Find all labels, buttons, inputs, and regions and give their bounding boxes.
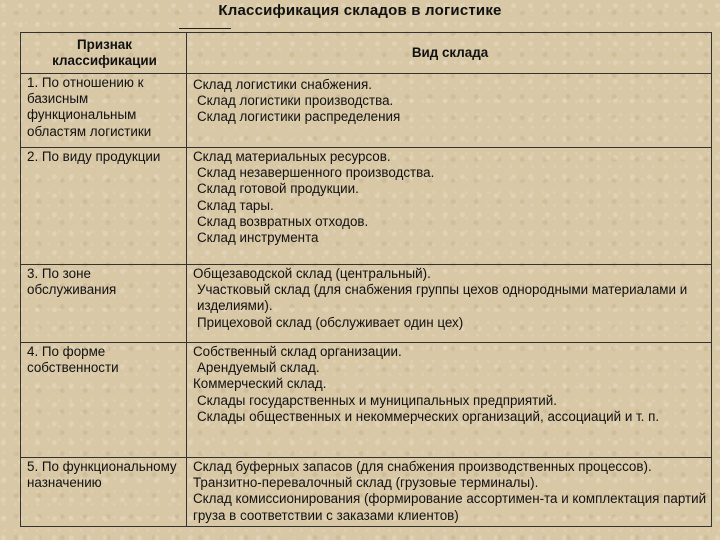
table-row [21, 458, 712, 527]
list-item: Склад буферных запасов (для снабжения производственных процессов). [193, 459, 652, 474]
feature-text: 4. По форме собственности [27, 344, 119, 376]
list-item: Арендуемый склад. [197, 360, 320, 376]
types-cell [187, 343, 712, 458]
list-item: Склад комиссионирования (формирование ассортимен-та и комплектация партий груза в соответствии с заказами клиентов) [193, 491, 707, 523]
list-item: Общезаводской склад (центральный). [193, 266, 431, 281]
list-item: Склад логистики распределения [197, 109, 401, 125]
table-row [21, 343, 712, 458]
classification-table [20, 32, 712, 527]
types-cell [187, 74, 712, 148]
feature-text: 3. По зоне обслуживания [27, 266, 117, 298]
feature-cell [21, 343, 187, 458]
types-cell [187, 265, 712, 343]
feature-text: 1. По отношению к базисным функциональным областям логистики [27, 75, 152, 139]
table-row [21, 265, 712, 343]
list-item: Склад инструмента [197, 230, 319, 246]
list-item: Склады общественных и некоммерческих организаций, ассоциаций и т. п. [197, 408, 660, 424]
feature-cell [21, 148, 187, 265]
title-underline [179, 28, 231, 29]
list-item: Склад незавершенного производства. [197, 165, 435, 181]
list-item: Склады государственных и муниципальных предприятий. [197, 392, 557, 408]
feature-cell [21, 458, 187, 527]
list-item: Склад материальных ресурсов. [193, 149, 391, 164]
list-item: Склад возвратных отходов. [197, 213, 369, 229]
header-row [21, 33, 712, 74]
types-cell [187, 148, 712, 265]
table-row [21, 74, 712, 148]
page-title: Классификация складов в логистике [218, 2, 502, 19]
list-item: Склад готовой продукции. [197, 181, 359, 197]
list-item: Участковый склад (для снабжения группы цехов однородными материалами и изделиями). [197, 282, 688, 314]
feature-text: 5. По функциональному назначению [27, 459, 177, 491]
types-cell [187, 458, 712, 527]
header-feature: Признак классификации [21, 33, 187, 74]
feature-text: 2. По виду продукции [27, 149, 161, 164]
list-item: Коммерческий склад. [193, 376, 327, 392]
list-item: Склад логистики производства. [197, 93, 394, 109]
feature-cell [21, 74, 187, 148]
list-item: Склад тары. [197, 197, 274, 213]
list-item: Собственный склад организации. [193, 344, 402, 359]
list-item: Склад логистики снабжения. [193, 77, 372, 92]
list-item: Транзитно-перевалочный склад (грузовые терминалы). [193, 475, 539, 491]
feature-cell [21, 265, 187, 343]
header-type: Вид склада [187, 33, 712, 74]
list-item: Прицеховой склад (обслуживает один цех) [197, 314, 464, 330]
table-row [21, 148, 712, 265]
